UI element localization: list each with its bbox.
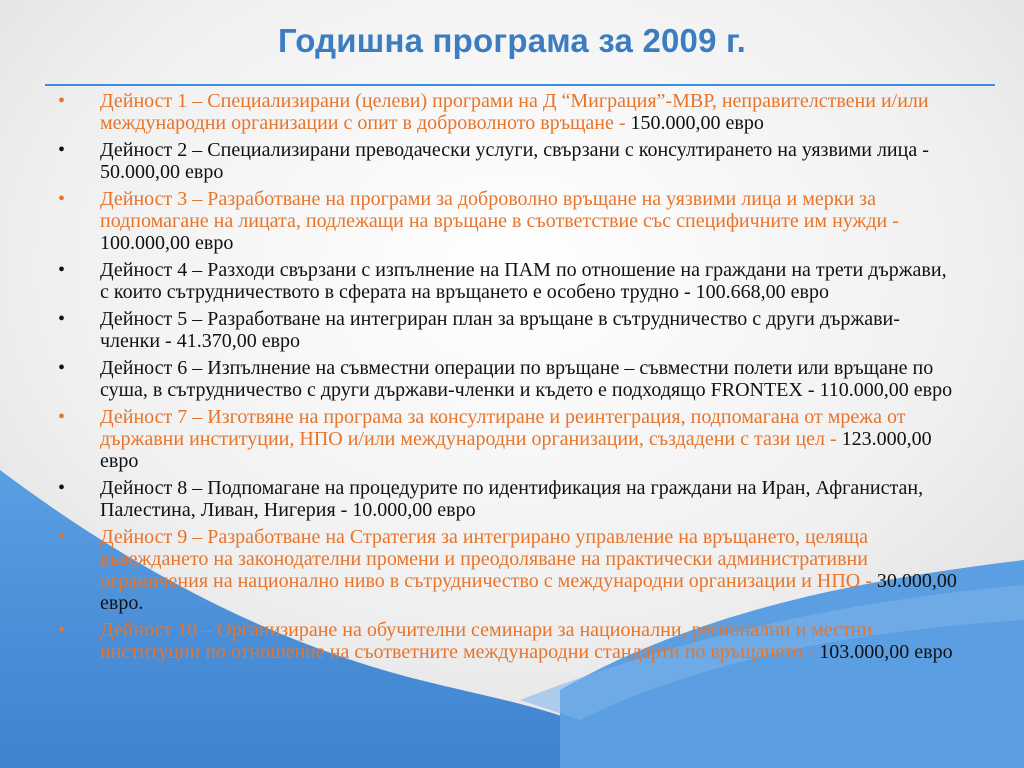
title-divider [45, 84, 995, 86]
item-text: Дейност 4 – Разходи свързани с изпълнение на ПАМ по отношение на граждани на трети държави, с които сътрудничеството в сферата на връщането е особено трудно - 100.668,00 евро [100, 259, 947, 303]
item-amount: 123.000,00 евро [100, 428, 932, 472]
bullet-icon: • [58, 477, 66, 499]
bullet-icon: • [58, 406, 66, 428]
item-text: Дейност 1 – Специализирани (целеви) програми на Д “Миграция”-МВР, неправителствени и/или международни организации с опит в доброволното връщане - [100, 90, 929, 134]
item-text: Дейност 3 – Разработване на програми за доброволно връщане на уязвими лица и мерки за подпомагане на лицата, подлежащи на връщане в съответствие със специфичните им нужди - [100, 188, 899, 232]
list-item [58, 139, 958, 183]
bullet-icon: • [58, 308, 66, 330]
item-amount: 100.000,00 евро [100, 232, 234, 254]
item-text: Дейност 5 – Разработване на интегриран план за връщане в сътрудничество с други държави-членки - 41.370,00 евро [100, 308, 900, 352]
item-text: Дейност 7 – Изготвяне на програма за консултиране и реинтеграция, подпомагана от мрежа от държавни институции, НПО и/или международни организации, създадени с тази цел - [100, 406, 906, 450]
list-item [58, 526, 958, 614]
item-amount: 30.000,00 евро. [100, 570, 957, 614]
bullet-icon: • [58, 90, 66, 112]
list-item [58, 308, 958, 352]
bullet-icon: • [58, 139, 66, 161]
item-text: Дейност 2 – Специализирани преводачески услуги, свързани с консултирането на уязвими лица - 50.000,00 евро [100, 139, 929, 183]
item-text: Дейност 6 – Изпълнение на съвместни операции по връщане – съвместни полети или връщане по суша, в сътрудничество с други държави-членки и където е подходящо FRONTEX - 110.000,00 евро [100, 357, 953, 401]
item-amount: 103.000,00 евро [819, 641, 953, 663]
slide-title: Годишна програма за 2009 г. [277, 22, 747, 59]
bullet-icon: • [58, 357, 66, 379]
bullet-icon: • [58, 526, 66, 548]
list-item [58, 406, 958, 472]
activities-list [58, 90, 958, 668]
list-item [58, 188, 958, 254]
bullet-icon: • [58, 619, 66, 641]
item-text: Дейност 9 – Разработване на Стратегия за интегрирано управление на връщането, целяща въвеждането на законодателни промени и преодоляване на практически административни ограничения на национално ниво в сътрудничество с международни организации и НПО - [100, 526, 872, 592]
list-item [58, 477, 958, 521]
item-amount: 150.000,00 евро [630, 112, 764, 134]
list-item [58, 357, 958, 401]
list-item [58, 90, 958, 134]
item-text: Дейност 10 – Организиране на обучителни семинари за национални, регионални и местни институции по отношение на съответните международни стандарти по връщането - [100, 619, 873, 663]
list-item [58, 259, 958, 303]
list-item [58, 619, 958, 663]
bullet-icon: • [58, 259, 66, 281]
item-text: Дейност 8 – Подпомагане на процедурите по идентификация на граждани на Иран, Афганистан, Палестина, Ливан, Нигерия - 10.000,00 евро [100, 477, 924, 521]
bullet-icon: • [58, 188, 66, 210]
